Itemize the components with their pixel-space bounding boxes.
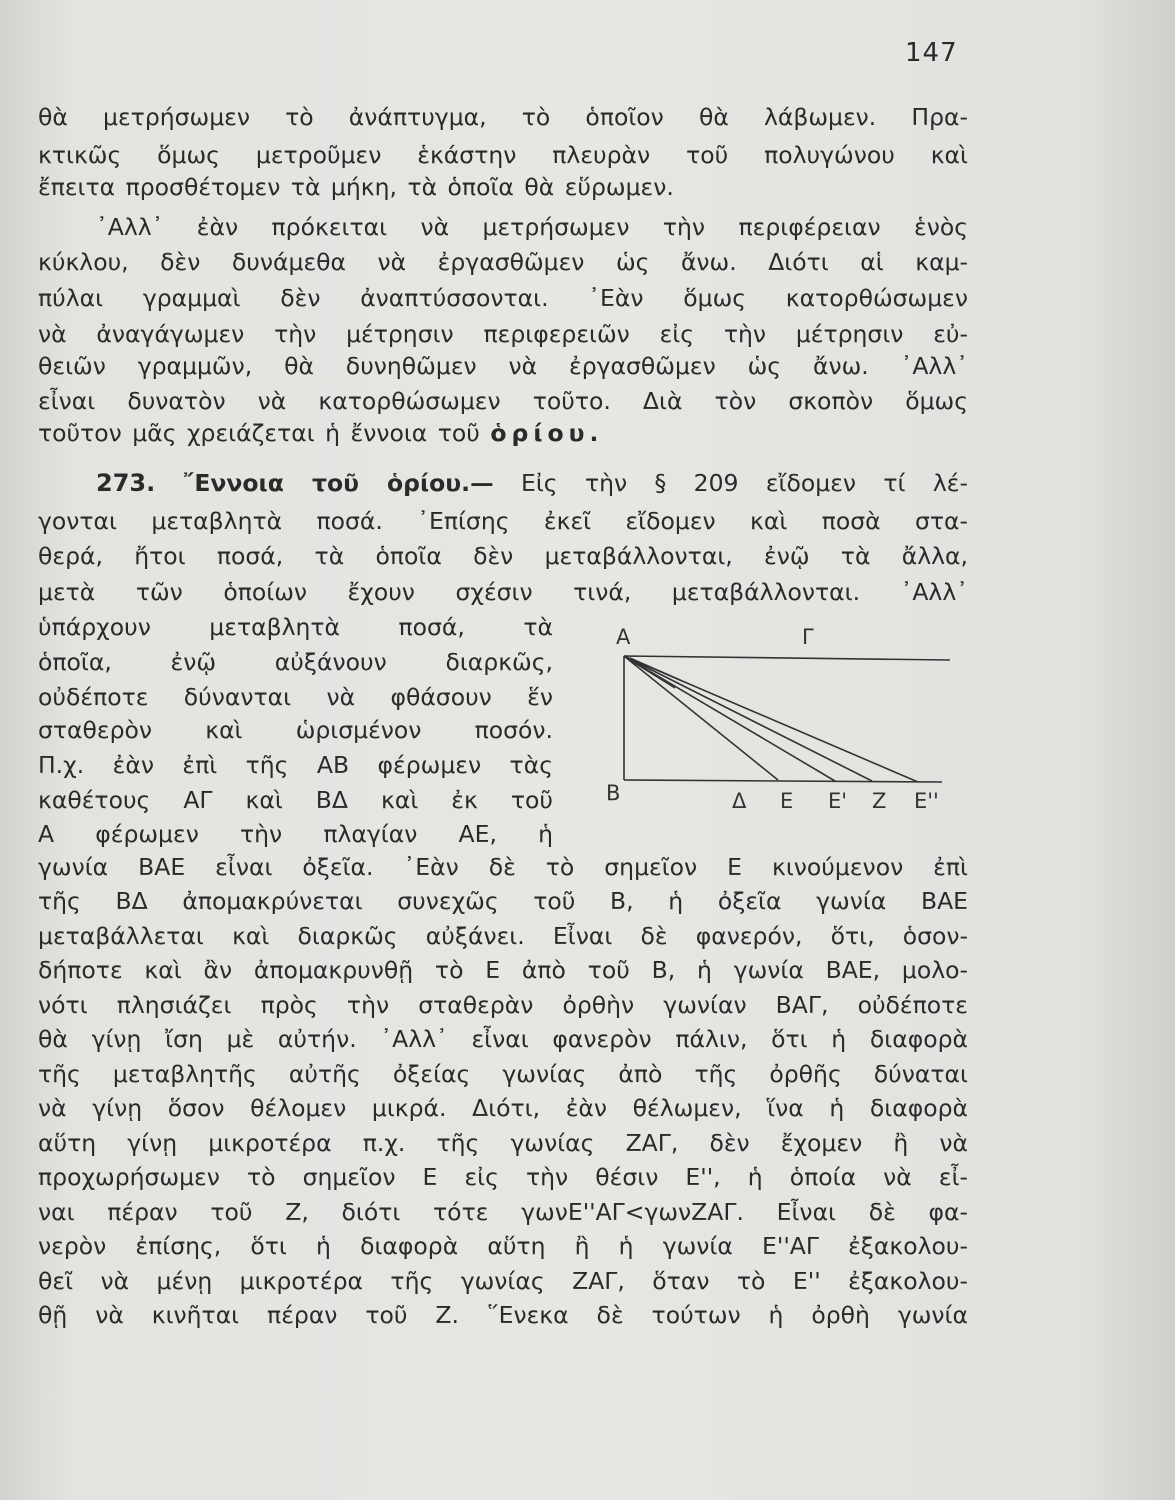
hatch-line — [630, 658, 680, 680]
text-line: ὁποῖα, ἐνῷ αὐξάνουν διαρκῶς, — [38, 648, 553, 676]
text-line: ναι πέραν τοῦ Ζ, διότι τότε γωνΕ''ΑΓ<γωνΖΑΓ. Εἶναι δὲ φα- — [38, 1198, 968, 1226]
text-line: θὰ μετρήσωμεν τὸ ἀνάπτυγμα, τὸ ὁποῖον θὰ λάβωμεν. Πρα- — [38, 103, 968, 131]
text-line: ᾿Αλλ᾿ ἐὰν πρόκειται νὰ μετρήσωμεν τὴν περιφέρειαν ἑνὸς — [96, 213, 968, 241]
text-line: μεταβάλλεται καὶ διαρκῶς αὐξάνει. Εἶναι δὲ φανερόν, ὅτι, ὁσον- — [38, 922, 968, 950]
section-heading-line — [38, 466, 968, 500]
text-line: νὰ γίνῃ ὅσον θέλομεν μικρά. Διότι, ἐὰν θέλωμεν, ἵνα ἡ διαφορὰ — [38, 1094, 968, 1122]
emphasis-word: ὁρίου. — [490, 419, 604, 447]
label-E2: Ε'' — [914, 789, 939, 813]
text-line: θεῖ νὰ μένῃ μικροτέρα τῆς γωνίας ΖΑΓ, ὅταν τὸ Ε'' ἐξακολου- — [38, 1267, 968, 1295]
label-Z: Ζ — [872, 789, 887, 813]
segment-AG — [624, 656, 950, 660]
text-line: εἶναι δυνατὸν νὰ κατορθώσωμεν τοῦτο. Διὰ τὸν σκοπὸν ὅμως — [38, 387, 968, 415]
text-line: ὑπάρχουν μεταβλητὰ ποσά, τὰ — [38, 613, 553, 641]
text-line: κτικῶς ὅμως μετροῦμεν ἑκάστην πλευρὰν τοῦ πολυγώνου καὶ — [38, 141, 968, 169]
text-line: προχωρήσωμεν τὸ σημεῖον Ε εἰς τὴν θέσιν Ε'', ἡ ὁποία νὰ εἶ- — [38, 1163, 968, 1191]
text-line: θῇ νὰ κινῆται πέραν τοῦ Ζ. ῞Ενεκα δὲ τούτων ἡ ὀρθὴ γωνία — [38, 1301, 968, 1329]
section-text: Εἰς τὴν § 209 εἴδομεν τί λέ- — [520, 469, 968, 497]
text-line: νερὸν ἐπίσης, ὅτι ἡ διαφορὰ αὕτη ἢ ἡ γωνία Ε''ΑΓ ἐξακολου- — [38, 1232, 968, 1260]
segment-AZ — [624, 656, 872, 781]
text-line: αὕτη γίνῃ μικροτέρα π.χ. τῆς γωνίας ΖΑΓ, δὲν ἔχομεν ἢ νὰ — [38, 1129, 968, 1157]
text-line: νότι πλησιάζει πρὸς τὴν σταθερὰν ὀρθὴν γωνίαν ΒΑΓ, οὐδέποτε — [38, 991, 968, 1019]
text-line: γωνία ΒΑΕ εἶναι ὀξεῖα. ᾿Εὰν δὲ τὸ σημεῖον Ε κινούμενον ἐπὶ — [38, 853, 968, 881]
text-line: τῆς ΒΔ ἀπομακρύνεται συνεχῶς τοῦ Β, ἡ ὀξεῖα γωνία ΒΑΕ — [38, 887, 968, 915]
text-line: πύλαι γραμμαὶ δὲν ἀναπτύσσονται. ᾿Εὰν ὅμως κατορθώσωμεν — [38, 284, 968, 312]
text-line: θερά, ἤτοι ποσά, τὰ ὁποῖα δὲν μεταβάλλονται, ἐνῷ τὰ ἄλλα, — [38, 542, 968, 570]
text-line: Π.χ. ἐὰν ἐπὶ τῆς ΑΒ φέρωμεν τὰς — [38, 751, 553, 779]
text-line: καθέτους ΑΓ καὶ ΒΔ καὶ ἐκ τοῦ — [38, 786, 553, 814]
segment-AE — [624, 656, 778, 780]
text-line: δήποτε καὶ ἂν ἀπομακρυνθῇ τὸ Ε ἀπὸ τοῦ Β, ἡ γωνία ΒΑΕ, μολο- — [38, 956, 968, 984]
text-fragment: τοῦτον μᾶς χρειάζεται ἡ ἔννοια τοῦ — [38, 419, 480, 447]
label-E1: Ε' — [828, 789, 848, 813]
text-line: γονται μεταβλητὰ ποσά. ᾿Επίσης ἐκεῖ εἴδομεν καὶ ποσὰ στα- — [38, 507, 968, 535]
label-G: Γ — [802, 625, 814, 649]
label-D: Δ — [732, 789, 747, 813]
segment-AE1 — [624, 656, 835, 781]
text-line: κύκλου, δὲν δυνάμεθα νὰ ἐργασθῶμεν ὡς ἄνω. Διότι αἱ καμ- — [38, 248, 968, 276]
segment-BD — [624, 780, 942, 782]
text-line: οὐδέποτε δύνανται νὰ φθάσουν ἕν — [38, 683, 553, 711]
geometry-figure — [580, 618, 970, 843]
text-line: θειῶν γραμμῶν, θὰ δυνηθῶμεν νὰ ἐργασθῶμεν ὡς ἄνω. ᾿Αλλ᾿ — [38, 352, 968, 380]
text-line: σταθερὸν καὶ ὡρισμένον ποσόν. — [38, 716, 553, 744]
section-title: ῎Εννοια τοῦ ὁρίου.— — [182, 469, 494, 497]
text-line: τῆς μεταβλητῆς αὐτῆς ὀξείας γωνίας ἀπὸ τῆς ὀρθῆς δύναται — [38, 1060, 968, 1088]
label-E: Ε — [780, 789, 794, 813]
text-line: νὰ ἀναγάγωμεν τὴν μέτρησιν περιφερειῶν εἰς τὴν μέτρησιν εὐ- — [38, 320, 968, 348]
page-number: 147 — [905, 38, 958, 68]
label-A: Α — [616, 625, 631, 649]
text-line-with-emphasis — [38, 416, 603, 450]
text-line: ἔπειτα προσθέτομεν τὰ μήκη, τὰ ὁποῖα θὰ εὕρωμεν. — [38, 173, 674, 201]
section-number: 273. — [96, 469, 156, 497]
text-line: Α φέρωμεν τὴν πλαγίαν ΑΕ, ἡ — [38, 820, 553, 848]
text-line: μετὰ τῶν ὁποίων ἔχουν σχέσιν τινά, μεταβάλλονται. ᾿Αλλ᾿ — [38, 578, 968, 606]
label-B: Β — [606, 781, 621, 805]
text-line: θὰ γίνῃ ἴση μὲ αὐτήν. ᾿Αλλ᾿ εἶναι φανερὸν πάλιν, ὅτι ἡ διαφορὰ — [38, 1025, 968, 1053]
